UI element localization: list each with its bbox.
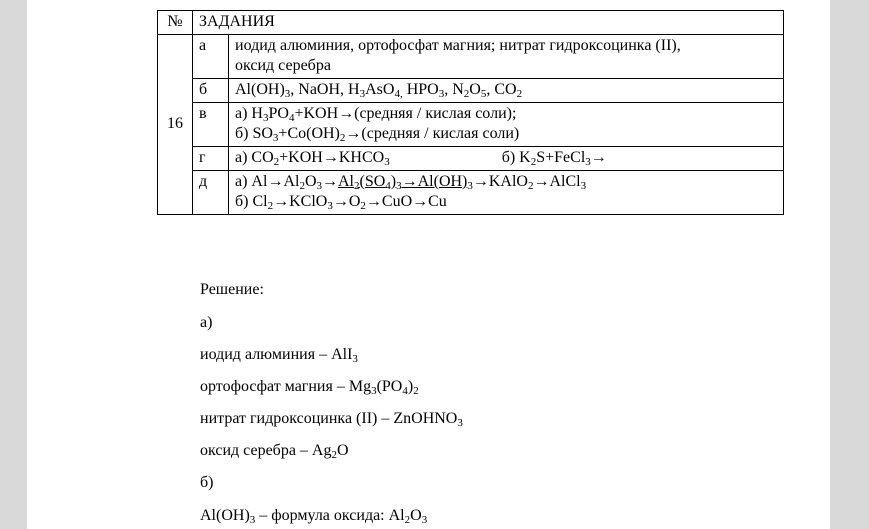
row-a-line2: оксид серебра [235, 57, 331, 74]
row-letter: а [193, 35, 229, 79]
header-number: № [158, 11, 193, 35]
table-row [158, 171, 784, 215]
arrow-icon: → [322, 149, 339, 166]
task-number: 16 [158, 35, 193, 215]
reaction-g: а) $CO_2+KOH\to KHCO_3$ б) $K_2S+FeCl_3\to$ [235, 149, 607, 168]
arrow-icon: → [267, 173, 284, 190]
reaction-v-a: а) $H_3PO_4+KOH\to(средняя$ / кислая соли); [235, 105, 517, 124]
table-header-row [158, 11, 784, 35]
arrow-icon: → [472, 173, 489, 190]
table-row [158, 103, 784, 147]
solution-part-b: б) [200, 474, 214, 491]
arrow-icon: → [338, 105, 355, 122]
chain-d-a: а) $Al\to Al_2O_3\to Al_2(SO_4)_3\to Al(OH)_3\to KAlO_2\to AlCl_3$ [235, 173, 587, 192]
chain-d-b: б) $Cl_2\to KClO_3\to O_2\to CuO\to Cu$ [235, 193, 447, 212]
arrow-icon: → [533, 173, 550, 190]
answer-line: $Al(OH)_3$ – формула оксида: $Al_2O_3$ [200, 507, 428, 526]
solution-part-a: а) [200, 314, 213, 331]
arrow-icon: → [332, 193, 349, 210]
row-letter: в [193, 103, 229, 147]
table-row [158, 79, 784, 103]
arrow-icon: → [322, 173, 338, 190]
answer-line: нитрат гидроксоцинка (II) – ZnOHNO$_3$ [200, 410, 463, 429]
formula-list: $Al(OH)_3$, NaOH, $H_3AsO_{4,}$ $HPO_3$, $N_2O_5$, $CO_2$ [235, 81, 523, 100]
header-title: ЗАДАНИЯ [193, 11, 784, 35]
table-row [158, 147, 784, 171]
answer-line: оксид серебра – $Ag_2O$ [200, 442, 349, 461]
solution-heading: Решение: [200, 281, 264, 298]
row-letter: д [193, 171, 229, 215]
arrow-icon: → [412, 193, 429, 210]
row-content [229, 103, 784, 147]
arrow-icon: → [273, 193, 290, 210]
answer-line: ортофосфат магния – $Mg_3(PO_4)_2$ [200, 378, 419, 397]
row-letter: г [193, 147, 229, 171]
arrow-icon: → [345, 125, 362, 142]
answer-line: иодид алюминия – AlI$_3$ [200, 346, 358, 365]
row-content [229, 147, 784, 171]
arrow-icon: → [365, 193, 382, 210]
row-content [229, 35, 784, 79]
row-content [229, 79, 784, 103]
reaction-v-b: б) $SO_3+Co(OH)_2\to(средняя$ / кислая соли) [235, 125, 520, 144]
table-row [158, 35, 784, 79]
tasks-table [157, 10, 784, 215]
row-letter: б [193, 79, 229, 103]
row-a-line1: иодид алюминия, ортофосфат магния; нитрат гидроксоцинка (II), [235, 37, 681, 54]
arrow-icon: → [401, 173, 418, 190]
arrow-icon: → [590, 149, 607, 166]
row-content [229, 171, 784, 215]
